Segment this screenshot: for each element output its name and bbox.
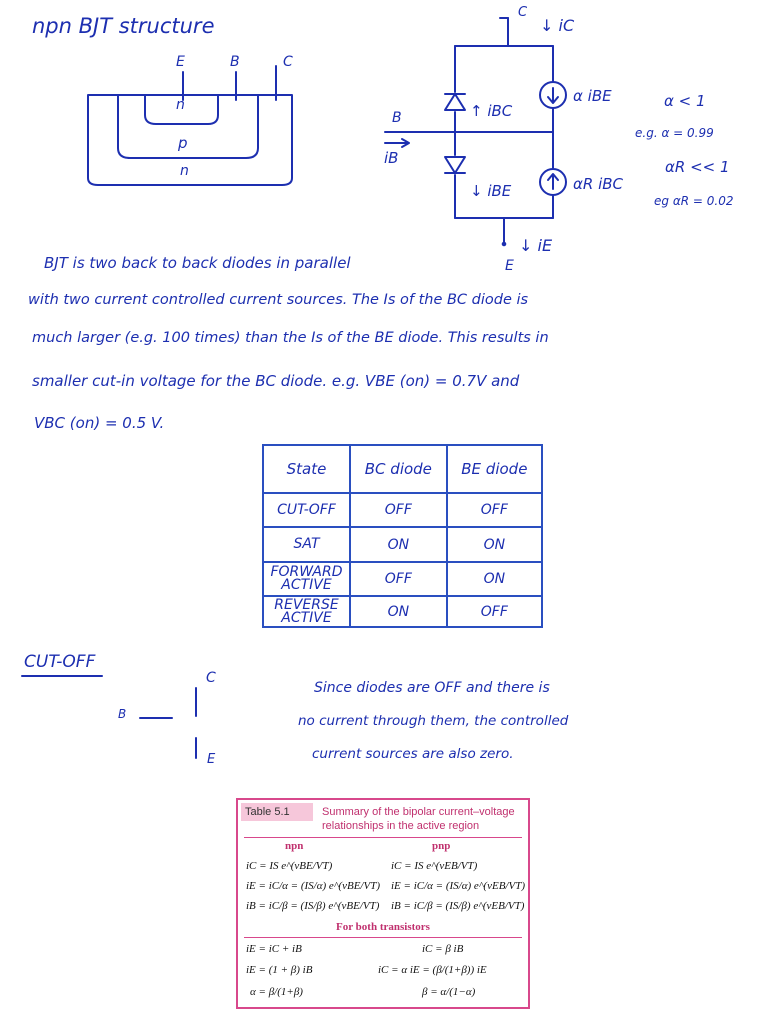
structure-label-c: C <box>283 54 293 70</box>
be-cell: OFF <box>447 493 542 527</box>
table-tag: Table 5.1 <box>241 803 313 821</box>
alpha-note-4: eg αR = 0.02 <box>654 194 734 208</box>
npn-eq-1: iC = IS e^(vBE/VT) <box>246 860 333 872</box>
circuit-label-alpha-ibe: α iBE <box>573 87 612 105</box>
pnp-eq-1: iC = IS e^(vEB/VT) <box>391 860 478 872</box>
circuit-label-ie: ↓ iE <box>519 236 553 255</box>
paragraph-line-4: smaller cut-in voltage for the BC diode. e.g. VBE (on) = 0.7V and <box>32 372 520 390</box>
table-row <box>263 493 542 527</box>
both-right-eq-3: β = α/(1−α) <box>422 986 476 998</box>
circuit-label-b: B <box>392 110 402 126</box>
state-cell: CUT-OFF <box>263 493 350 527</box>
cutoff-text-1: Since diodes are OFF and there is <box>314 680 550 696</box>
circuit-label-ibc: ↑ iBC <box>470 102 513 120</box>
paragraph-line-5: VBC (on) = 0.5 V. <box>34 414 165 432</box>
circuit-label-alpha-r-ibc: αR iBC <box>573 175 624 193</box>
table-caption: Summary of the bipolar current–voltage relationships in the active region <box>322 806 515 832</box>
both-right-eq-2: iC = α iE = (β/(1+β)) iE <box>378 964 487 976</box>
state-cell: FORWARD ACTIVE <box>263 562 350 596</box>
cutoff-text-3: current sources are also zero. <box>312 746 514 762</box>
both-left-eq-1: iE = iC + iB <box>246 943 302 955</box>
bc-cell: OFF <box>350 562 447 596</box>
npn-header: npn <box>285 840 304 852</box>
circuit-label-ic: ↓ iC <box>540 16 575 35</box>
table-header-row <box>263 445 542 493</box>
textbook-table <box>236 798 530 1009</box>
circuit-label-ib: iB <box>384 149 399 167</box>
table-rule <box>244 837 522 838</box>
structure-label-p: p <box>178 134 188 152</box>
header-state: State <box>263 445 350 493</box>
both-header: For both transistors <box>336 921 430 933</box>
table-rule <box>244 937 522 938</box>
be-cell: OFF <box>447 596 542 627</box>
bc-diode <box>445 94 465 110</box>
cutoff-label-c: C <box>206 670 216 686</box>
be-cell: ON <box>447 527 542 562</box>
circuit-label-c: C <box>518 5 528 20</box>
bc-cell: ON <box>350 596 447 627</box>
structure-label-b: B <box>230 54 240 70</box>
both-right-eq-1: iC = β iB <box>422 943 464 955</box>
pnp-eq-3: iB = iC/β = (IS/β) e^(vEB/VT) <box>391 900 525 912</box>
diode-state-table <box>262 444 543 628</box>
circuit-label-e: E <box>505 258 514 274</box>
cutoff-label-b: B <box>118 707 127 721</box>
bc-cell: ON <box>350 527 447 562</box>
table-row <box>263 562 542 596</box>
paragraph-line-2: with two current controlled current sources. The Is of the BC diode is <box>28 292 529 308</box>
pnp-eq-2: iE = iC/α = (IS/α) e^(vEB/VT) <box>391 880 525 892</box>
cutoff-label-e: E <box>207 752 216 767</box>
paragraph-line-1: BJT is two back to back diodes in parallel <box>44 254 351 272</box>
cutoff-text-2: no current through them, the controlled <box>298 713 569 729</box>
header-bc-diode: BC diode <box>350 445 447 493</box>
cutoff-heading: CUT-OFF <box>24 652 96 672</box>
pnp-header: pnp <box>432 840 451 852</box>
alpha-note-1: α < 1 <box>664 92 706 110</box>
notes-title: npn BJT structure <box>32 14 215 38</box>
structure-label-e: E <box>176 54 185 70</box>
npn-eq-2: iE = iC/α = (IS/α) e^(vBE/VT) <box>246 880 380 892</box>
both-left-eq-3: α = β/(1+β) <box>250 986 303 998</box>
npn-eq-3: iB = iC/β = (IS/β) e^(vBE/VT) <box>246 900 380 912</box>
both-left-eq-2: iE = (1 + β) iB <box>246 964 313 976</box>
state-cell: SAT <box>263 527 350 562</box>
paragraph-line-3: much larger (e.g. 100 times) than the Is of the BE diode. This results in <box>32 330 549 346</box>
table-row <box>263 596 542 627</box>
be-diode <box>445 157 465 173</box>
bc-cell: OFF <box>350 493 447 527</box>
structure-label-n-bottom: n <box>180 163 189 179</box>
be-cell: ON <box>447 562 542 596</box>
structure-label-n-top: n <box>176 97 185 113</box>
header-be-diode: BE diode <box>447 445 542 493</box>
table-row <box>263 527 542 562</box>
state-cell: REVERSE ACTIVE <box>263 596 350 627</box>
alpha-note-3: αR << 1 <box>665 158 730 176</box>
alpha-note-2: e.g. α = 0.99 <box>635 126 714 140</box>
circuit-label-ibe: ↓ iBE <box>470 182 512 200</box>
